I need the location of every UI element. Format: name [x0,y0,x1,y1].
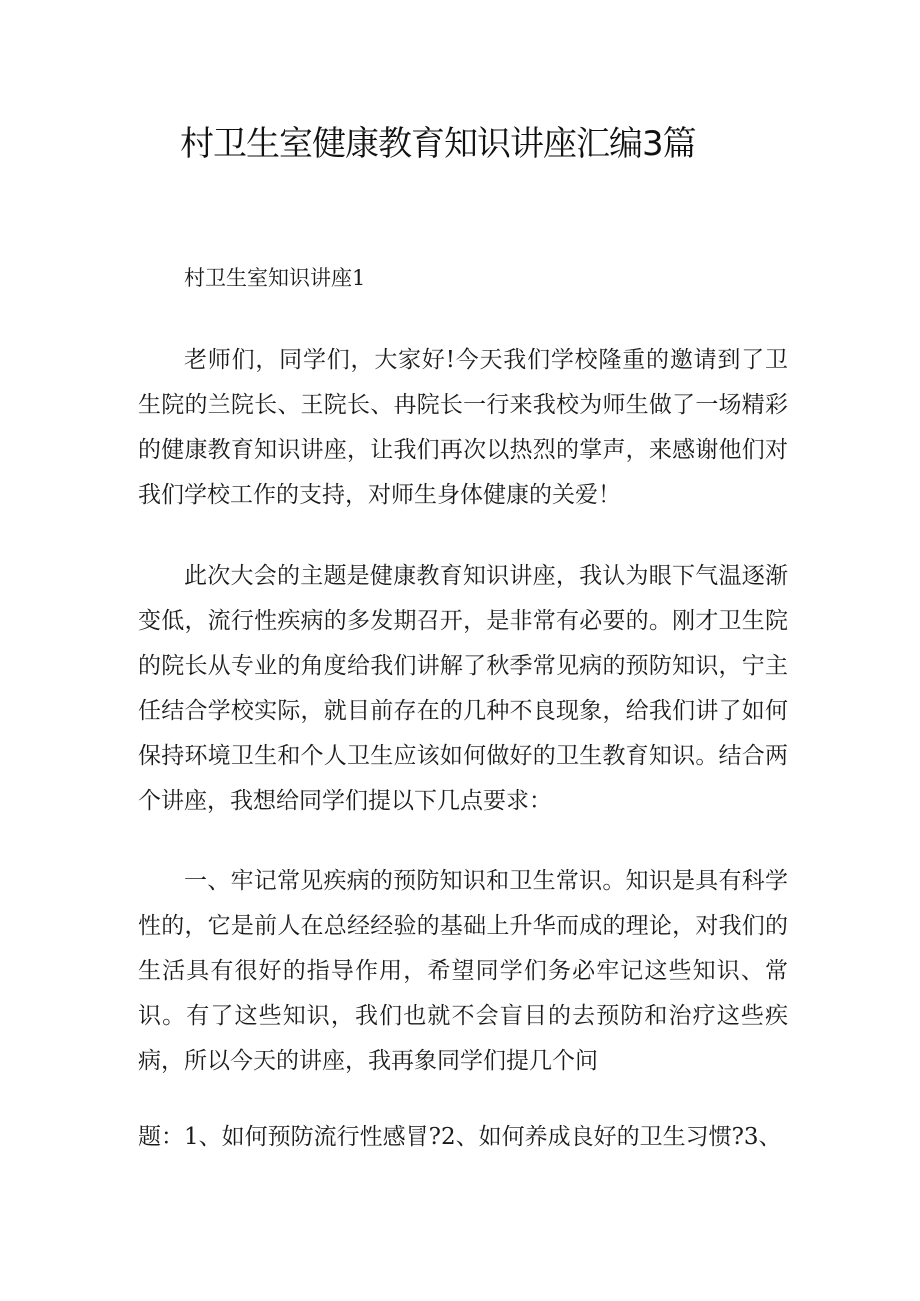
paragraph-3: 一、牢记常见疾病的预防知识和卫生常识。知识是具有科学性的，它是前人在总经经验的基础上升华而成的理论，对我们的生活具有很好的指导作用，希望同学们务必牢记这些知识、常识。有了这些知识，我们也就不会盲目的去预防和治疗这些疾病，所以今天的讲座，我再象同学们提几个问 [138,868,788,1074]
document-title: 村卫生室健康教育知识讲座汇编3篇 [180,124,696,164]
paragraph-2: 此次大会的主题是健康教育知识讲座，我认为眼下气温逐渐变低，流行性疾病的多发期召开，是非常有必要的。刚才卫生院的院长从专业的角度给我们讲解了秋季常见病的预防知识，宁主任结合学校实际，就目前存在的几种不良现象，给我们讲了如何保持环境卫生和个人卫生应该如何做好的卫生教育知识。结合两个讲座，我想给同学们提以下几点要求： [138,563,788,814]
paragraph-1: 老师们，同学们，大家好!今天我们学校隆重的邀请到了卫生院的兰院长、王院长、冉院长一行来我校为师生做了一场精彩的健康教育知识讲座，让我们再次以热烈的掌声，来感谢他们对我们学校工作的支持，对师生身体健康的关爱！ [138,347,788,508]
paragraph-4: 题：1、如何预防流行性感冒?2、如何养成良好的卫生习惯?3、 [138,1124,782,1150]
section-heading: 村卫生室知识讲座1 [184,266,366,290]
